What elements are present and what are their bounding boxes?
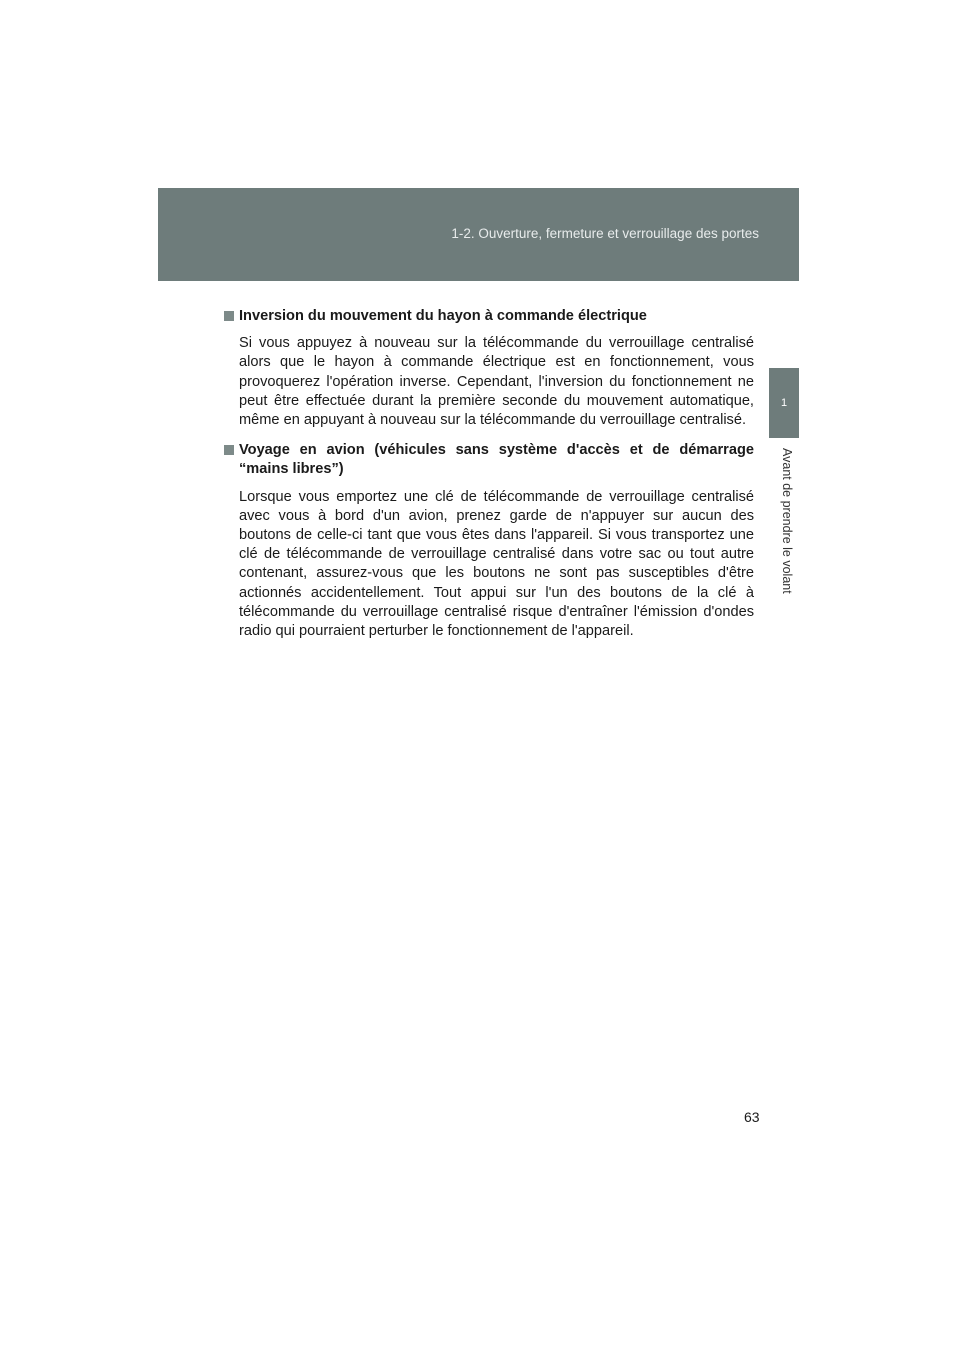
section-title: 1-2. Ouverture, fermeture et verrouillage des portes bbox=[451, 226, 759, 241]
chapter-number: 1 bbox=[769, 368, 799, 438]
square-bullet-icon bbox=[224, 445, 234, 455]
section-heading-text: Voyage en avion (véhicules sans système d'accès et de démarrage “mains libres”) bbox=[239, 442, 754, 478]
section-heading-text: Inversion du mouvement du hayon à commande électrique bbox=[239, 308, 647, 324]
section-body: Lorsque vous emportez une clé de télécommande de verrouillage centralisé avec vous à bord d'un avion, prenez garde de n'appuyer sur aucun des boutons de celle-ci tant que vous êtes dans l'appareil. Si vous transportez une clé de télécommande de verrouillage centralisé dans votre sac ou tout autre contenant, assurez-vous que les boutons ne sont pas susceptibles d'être actionnés accidentellement. Tout appui sur l'un des boutons de la clé à télécommande du verrouillage centralisé risque d'entraîner l'émission d'ondes radio qui pourraient perturber le fonctionnement de l'appareil. bbox=[239, 488, 754, 640]
chapter-title: Avant de prendre le volant bbox=[780, 448, 794, 594]
section-hatch-reversal bbox=[224, 307, 754, 430]
section-body: Si vous appuyez à nouveau sur la télécommande du verrouillage centralisé alors que le hayon à commande électrique est en fonctionnement, vous provoquerez l'opération inverse. Cependant, l'inversion du fonctionnement ne peut être effectuée durant la première seconde du mouvement automatique, même en appuyant à nouveau sur la télécommande du verrouillage centralisé. bbox=[239, 335, 754, 429]
section-air-travel bbox=[224, 441, 754, 641]
section-heading bbox=[224, 307, 754, 326]
header-band bbox=[158, 188, 799, 281]
section-heading bbox=[224, 441, 754, 479]
square-bullet-icon bbox=[224, 311, 234, 321]
page-content bbox=[224, 307, 754, 652]
page-number: 63 bbox=[744, 1109, 760, 1125]
